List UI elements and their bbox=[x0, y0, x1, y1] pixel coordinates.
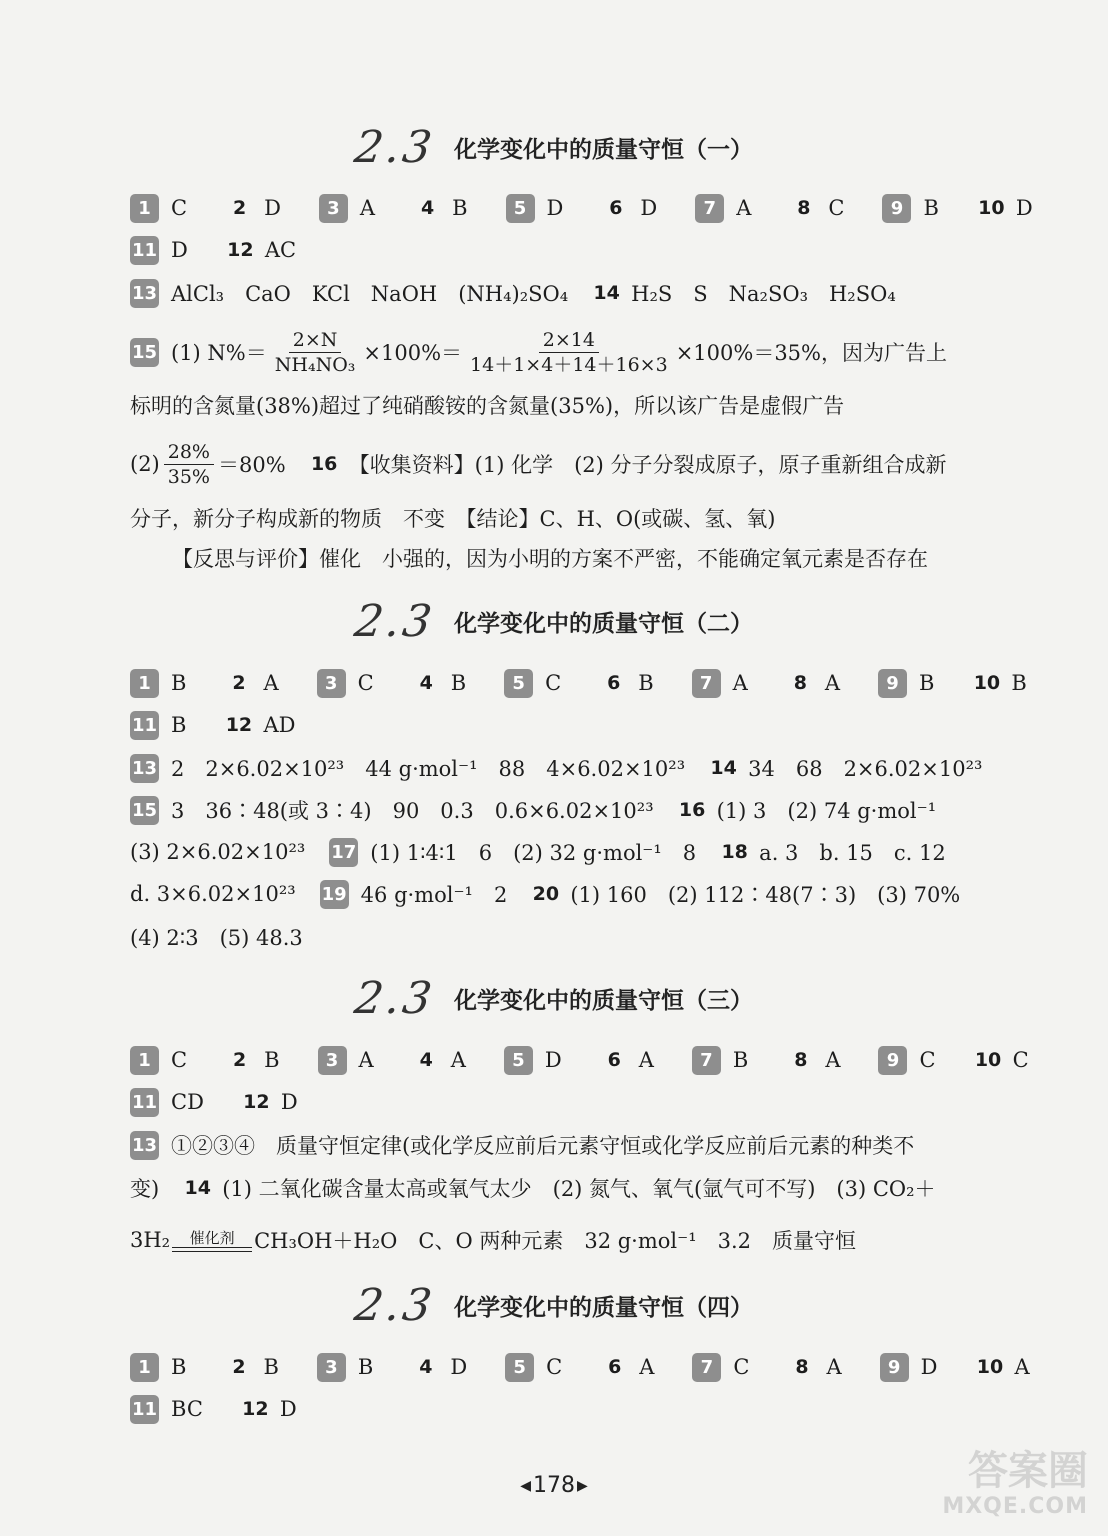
watermark-text: 答案圈 bbox=[968, 1448, 1088, 1494]
answer-item-4 bbox=[412, 1048, 504, 1072]
question-number-8: 8 bbox=[795, 1356, 809, 1378]
answer-item-2 bbox=[224, 671, 316, 695]
question-number-1: 1 bbox=[130, 1353, 159, 1382]
q14-answer: (1) 二氧化碳含量太高或氧气太少 (2) 氮气、氧气(氩气可不写) (3) CO₂＋ bbox=[222, 1177, 936, 1201]
answer-value: C bbox=[357, 671, 374, 695]
answer-value: AC bbox=[264, 238, 297, 262]
s1-answers-row-2 bbox=[130, 232, 1008, 268]
answer-value: B bbox=[450, 671, 467, 695]
question-number-2: 2 bbox=[232, 197, 247, 219]
answer-item-4 bbox=[413, 196, 505, 220]
question-badge-19: 19 bbox=[320, 880, 349, 909]
watermark-logo bbox=[918, 1448, 1088, 1528]
section-title-4 bbox=[0, 1280, 1108, 1330]
s2-q13-q14 bbox=[130, 750, 1008, 786]
answer-item-3 bbox=[318, 1046, 412, 1075]
answer-item-12 bbox=[226, 238, 334, 262]
q16-reflection: 【反思与评价】催化 小强的，因为小明的方案不严密，不能确定氧元素是否存在 bbox=[172, 547, 928, 571]
answer-value: D bbox=[920, 1355, 938, 1379]
answer-item-7 bbox=[692, 669, 786, 698]
fraction-denominator: 14＋1×4＋14＋16×3 bbox=[470, 353, 668, 376]
section-heading: 化学变化中的质量守恒（四） bbox=[453, 1294, 753, 1321]
question-number-1: 1 bbox=[130, 194, 159, 223]
question-badge-17: 17 bbox=[329, 838, 358, 867]
s1-q15-line-1 bbox=[130, 328, 1008, 376]
q19-answer: 46 g·mol⁻¹ 2 bbox=[360, 883, 508, 907]
question-number-12: 12 bbox=[242, 1398, 269, 1420]
question-number-7: 7 bbox=[692, 1046, 721, 1075]
s4-answers-row-2 bbox=[130, 1391, 1008, 1427]
answer-item-12 bbox=[242, 1090, 336, 1114]
question-number-3: 3 bbox=[318, 1046, 347, 1075]
answer-item-10 bbox=[977, 196, 1071, 220]
answer-item-1 bbox=[130, 1046, 225, 1075]
answer-value: CD bbox=[171, 1090, 204, 1114]
equation-reactant: 3H₂ bbox=[130, 1228, 171, 1252]
page-number-text: 178 bbox=[533, 1473, 575, 1498]
q13-answer: ①②③④ 质量守恒定律(或化学反应前后元素守恒或化学反应前后元素的种类不 bbox=[171, 1134, 915, 1158]
question-number-5: 5 bbox=[504, 669, 533, 698]
question-number-12: 12 bbox=[243, 1091, 270, 1113]
s2-q20-line-2 bbox=[130, 919, 1008, 955]
answer-value: A bbox=[826, 1355, 842, 1379]
answer-value: B bbox=[263, 1355, 279, 1379]
q15-part2-result: ＝80% bbox=[217, 453, 286, 477]
q16-answer: (1) 3 (2) 74 g·mol⁻¹ bbox=[716, 799, 937, 823]
answer-item-5 bbox=[505, 1353, 600, 1382]
question-number-14: 14 bbox=[184, 1177, 211, 1199]
question-badge-15: 15 bbox=[130, 796, 159, 825]
catalyst-label: 催化剂 bbox=[189, 1228, 235, 1247]
section-heading: 化学变化中的质量守恒（二） bbox=[453, 610, 753, 637]
answer-item-6 bbox=[600, 1355, 692, 1379]
answer-value: D bbox=[546, 196, 564, 220]
s2-answers-row-2 bbox=[130, 707, 1008, 743]
answer-item-6 bbox=[601, 196, 695, 220]
answer-value: A bbox=[824, 671, 840, 695]
q16-answer: 【收集资料】(1) 化学 (2) 分子分裂成原子，原子重新组合成新 bbox=[348, 453, 947, 477]
answer-value: A bbox=[825, 1048, 841, 1072]
answer-item-8 bbox=[786, 1048, 878, 1072]
answer-value: B bbox=[452, 196, 468, 220]
answer-item-1 bbox=[130, 669, 224, 698]
answer-item-5 bbox=[504, 1046, 600, 1075]
question-number-9: 9 bbox=[882, 194, 911, 223]
q20-continuation: (4) 2∶3 (5) 48.3 bbox=[130, 926, 303, 950]
section-title-3 bbox=[0, 973, 1108, 1023]
answer-value: A bbox=[358, 1048, 374, 1072]
answer-value: B bbox=[918, 671, 935, 695]
question-number-16: 16 bbox=[678, 799, 706, 821]
answer-value: B bbox=[264, 1048, 280, 1072]
question-number-6: 6 bbox=[609, 197, 623, 219]
equals-sign bbox=[172, 1247, 252, 1252]
question-number-11: 11 bbox=[130, 1395, 159, 1424]
answer-item-6 bbox=[600, 1048, 692, 1072]
answer-item-1 bbox=[130, 194, 225, 223]
fraction-numerator: 28% bbox=[164, 440, 214, 465]
right-triangle-icon: ▶ bbox=[577, 1478, 588, 1494]
question-number-9: 9 bbox=[880, 1353, 909, 1382]
answer-value: BC bbox=[171, 1397, 203, 1421]
question-number-4: 4 bbox=[419, 1049, 433, 1071]
question-number-10: 10 bbox=[973, 672, 1001, 694]
section-number: 2.3 bbox=[351, 1279, 438, 1331]
s3-answers-row-1 bbox=[130, 1042, 1029, 1078]
s1-q15-2-q16 bbox=[130, 440, 1008, 488]
question-number-18: 18 bbox=[721, 841, 748, 863]
question-number-1: 1 bbox=[130, 1046, 159, 1075]
answer-item-2 bbox=[224, 1355, 316, 1379]
answer-value: D bbox=[1015, 196, 1033, 220]
answer-value: B bbox=[732, 1048, 749, 1072]
answer-value: A bbox=[359, 196, 376, 220]
s2-answers-row-1 bbox=[130, 665, 1027, 701]
section-number: 2.3 bbox=[351, 595, 438, 647]
q15-part2-prefix: (2) bbox=[130, 452, 160, 476]
question-number-7: 7 bbox=[695, 194, 724, 223]
answer-value: D bbox=[264, 196, 281, 220]
answer-item-7 bbox=[692, 1353, 787, 1382]
q15-continuation: 标明的含氮量(38%)超过了纯硝酸铵的含氮量(35%)，所以该广告是虚假广告 bbox=[130, 394, 845, 418]
s1-q16-line-2 bbox=[130, 500, 1008, 536]
section-heading: 化学变化中的质量守恒（三） bbox=[453, 987, 753, 1014]
answer-item-7 bbox=[692, 1046, 786, 1075]
question-number-9: 9 bbox=[878, 1046, 907, 1075]
s4-answers-row-1 bbox=[130, 1349, 1030, 1385]
fraction-numerator: 2×N bbox=[289, 328, 342, 353]
fraction-mass-ratio bbox=[466, 328, 672, 377]
q18-answer: a. 3 b. 15 c. 12 bbox=[759, 841, 946, 865]
answer-value: D bbox=[544, 1048, 562, 1072]
q14-answer: H₂S S Na₂SO₃ H₂SO₄ bbox=[631, 282, 896, 306]
answer-value: B bbox=[923, 196, 939, 220]
answer-item-8 bbox=[786, 671, 878, 695]
question-number-16: 16 bbox=[310, 453, 338, 475]
q13-answer: 2 2×6.02×10²³ 44 g·mol⁻¹ 88 4×6.02×10²³ bbox=[171, 757, 686, 781]
answer-item-2 bbox=[225, 1048, 317, 1072]
equation-products: CH₃OH＋H₂O C、O 两种元素 32 g·mol⁻¹ 3.2 质量守恒 bbox=[254, 1229, 857, 1253]
answer-item-5 bbox=[506, 194, 602, 223]
answer-item-4 bbox=[412, 671, 504, 695]
q20-answer: (1) 160 (2) 112∶48(7∶3) (3) 70% bbox=[570, 883, 961, 907]
answer-item-6 bbox=[599, 671, 691, 695]
answer-value: C bbox=[171, 196, 188, 220]
question-number-8: 8 bbox=[797, 197, 811, 219]
question-number-12: 12 bbox=[227, 239, 254, 261]
s3-answers-row-2 bbox=[130, 1084, 1008, 1120]
question-number-5: 5 bbox=[506, 194, 535, 223]
question-number-4: 4 bbox=[420, 197, 435, 219]
answer-item-11 bbox=[130, 711, 224, 740]
answer-value: A bbox=[638, 1048, 654, 1072]
question-number-10: 10 bbox=[974, 1049, 1002, 1071]
question-badge-13: 13 bbox=[130, 279, 159, 308]
s2-q18-q19-q20 bbox=[130, 876, 1008, 912]
question-number-8: 8 bbox=[793, 672, 807, 694]
answer-item-10 bbox=[976, 1355, 1068, 1379]
question-number-14: 14 bbox=[710, 757, 737, 779]
answer-item-11 bbox=[130, 1395, 241, 1424]
question-badge-13: 13 bbox=[130, 754, 159, 783]
question-number-3: 3 bbox=[317, 1353, 346, 1382]
answer-item-12 bbox=[224, 713, 333, 737]
question-number-4: 4 bbox=[419, 672, 433, 694]
question-number-9: 9 bbox=[878, 669, 907, 698]
question-number-2: 2 bbox=[232, 1356, 246, 1378]
answer-value: C bbox=[545, 671, 562, 695]
q15-middle: ×100%＝ bbox=[363, 341, 463, 365]
answer-item-10 bbox=[972, 671, 1064, 695]
s3-q14-equation bbox=[130, 1218, 1008, 1262]
answer-value: AD bbox=[263, 713, 296, 737]
answer-item-10 bbox=[974, 1048, 1067, 1072]
answer-value: C bbox=[733, 1355, 750, 1379]
answer-value: A bbox=[736, 196, 752, 220]
question-badge-13: 13 bbox=[130, 1131, 159, 1160]
q16-part3: (3) 2×6.02×10²³ bbox=[130, 840, 306, 864]
answer-value: C bbox=[546, 1355, 563, 1379]
answer-value: C bbox=[919, 1048, 936, 1072]
question-number-3: 3 bbox=[317, 669, 346, 698]
section-title-2 bbox=[0, 596, 1108, 646]
answer-item-8 bbox=[787, 1355, 879, 1379]
question-number-20: 20 bbox=[532, 883, 560, 905]
watermark-url: MXQE.COM bbox=[942, 1494, 1088, 1519]
answer-value: B bbox=[638, 671, 654, 695]
answer-value: D bbox=[450, 1355, 468, 1379]
q17-answer: (1) 1∶4∶1 6 (2) 32 g·mol⁻¹ 8 bbox=[370, 841, 697, 865]
question-number-4: 4 bbox=[419, 1356, 433, 1378]
answer-item-2 bbox=[225, 196, 319, 220]
fraction-denominator: 35% bbox=[167, 465, 210, 488]
question-number-5: 5 bbox=[505, 1353, 534, 1382]
q13-continuation: 变) bbox=[130, 1177, 160, 1201]
answer-item-11 bbox=[130, 1088, 242, 1117]
question-number-12: 12 bbox=[225, 714, 253, 736]
answer-value: B bbox=[171, 1355, 187, 1379]
answer-item-4 bbox=[411, 1355, 505, 1379]
answer-value: A bbox=[450, 1048, 466, 1072]
answer-item-3 bbox=[319, 194, 413, 223]
q15-prefix: (1) N%＝ bbox=[171, 341, 267, 365]
question-badge-15: 15 bbox=[130, 338, 159, 367]
answer-item-7 bbox=[695, 194, 789, 223]
fraction-percent-ratio bbox=[164, 440, 214, 489]
answer-value: C bbox=[1012, 1048, 1029, 1072]
left-triangle-icon: ◀ bbox=[520, 1478, 531, 1494]
answer-value: D bbox=[280, 1090, 298, 1114]
question-number-10: 10 bbox=[978, 197, 1005, 219]
fraction-n-percent bbox=[271, 328, 360, 377]
answer-value: A bbox=[639, 1355, 655, 1379]
answer-value: D bbox=[279, 1397, 297, 1421]
question-number-1: 1 bbox=[130, 669, 159, 698]
answer-item-9 bbox=[878, 669, 972, 698]
q13-answer: AlCl₃ CaO KCl NaOH (NH₄)₂SO₄ bbox=[171, 282, 569, 306]
s1-answers-row-1 bbox=[130, 190, 1033, 226]
answer-value: A bbox=[732, 671, 748, 695]
question-number-7: 7 bbox=[692, 669, 721, 698]
question-number-14: 14 bbox=[593, 282, 620, 304]
q15-answer: 3 36∶48(或 3∶4) 90 0.3 0.6×6.02×10²³ bbox=[171, 799, 654, 823]
s1-q16-line-3 bbox=[172, 540, 1008, 576]
s2-q16-q17-q18 bbox=[130, 834, 1008, 870]
question-number-11: 11 bbox=[130, 1088, 159, 1117]
answer-item-9 bbox=[878, 1046, 973, 1075]
question-number-6: 6 bbox=[608, 1356, 622, 1378]
question-number-2: 2 bbox=[232, 1049, 247, 1071]
answer-item-8 bbox=[789, 196, 882, 220]
answer-value: D bbox=[171, 238, 188, 262]
answer-item-12 bbox=[241, 1397, 335, 1421]
section-number: 2.3 bbox=[351, 121, 438, 173]
answer-item-3 bbox=[317, 669, 412, 698]
q18-part-d: d. 3×6.02×10²³ bbox=[130, 882, 296, 906]
question-number-11: 11 bbox=[130, 236, 159, 265]
fraction-numerator: 2×14 bbox=[539, 328, 599, 353]
answer-value: A bbox=[1014, 1355, 1030, 1379]
question-number-7: 7 bbox=[692, 1353, 721, 1382]
q16-continuation: 分子，新分子构成新的物质 不变 【结论】C、H、O(或碳、氢、氧) bbox=[130, 507, 776, 531]
question-number-5: 5 bbox=[504, 1046, 533, 1075]
section-number: 2.3 bbox=[351, 972, 438, 1024]
answer-value: B bbox=[357, 1355, 374, 1379]
q14-answer: 34 68 2×6.02×10²³ bbox=[748, 757, 983, 781]
s1-q13-q14 bbox=[130, 275, 1008, 311]
answer-value: B bbox=[1011, 671, 1027, 695]
s1-q15-line-2 bbox=[130, 387, 1008, 423]
question-number-11: 11 bbox=[130, 711, 159, 740]
section-heading: 化学变化中的质量守恒（一） bbox=[453, 136, 753, 163]
question-number-8: 8 bbox=[794, 1049, 808, 1071]
answer-value: C bbox=[171, 1048, 188, 1072]
section-title-1 bbox=[0, 122, 1108, 172]
answer-item-3 bbox=[317, 1353, 411, 1382]
answer-value: B bbox=[171, 671, 187, 695]
answer-item-1 bbox=[130, 1353, 224, 1382]
q15-suffix: ×100%＝35%，因为广告上 bbox=[675, 341, 947, 365]
question-number-2: 2 bbox=[232, 672, 246, 694]
answer-item-5 bbox=[504, 669, 599, 698]
s3-q13-q14 bbox=[130, 1170, 1008, 1206]
fraction-denominator: NH₄NO₃ bbox=[274, 353, 356, 376]
answer-value: B bbox=[171, 713, 187, 737]
answer-value: A bbox=[263, 671, 279, 695]
question-number-6: 6 bbox=[607, 1049, 621, 1071]
answer-item-9 bbox=[882, 194, 976, 223]
answer-value: C bbox=[828, 196, 845, 220]
question-number-6: 6 bbox=[607, 672, 621, 694]
answer-item-9 bbox=[880, 1353, 976, 1382]
s3-q13 bbox=[130, 1127, 1008, 1163]
answer-item-11 bbox=[130, 236, 226, 265]
question-number-3: 3 bbox=[319, 194, 348, 223]
question-number-10: 10 bbox=[976, 1356, 1004, 1378]
catalyst-condition bbox=[172, 1229, 252, 1252]
s2-q15-q16 bbox=[130, 792, 1008, 828]
answer-value: D bbox=[640, 196, 658, 220]
